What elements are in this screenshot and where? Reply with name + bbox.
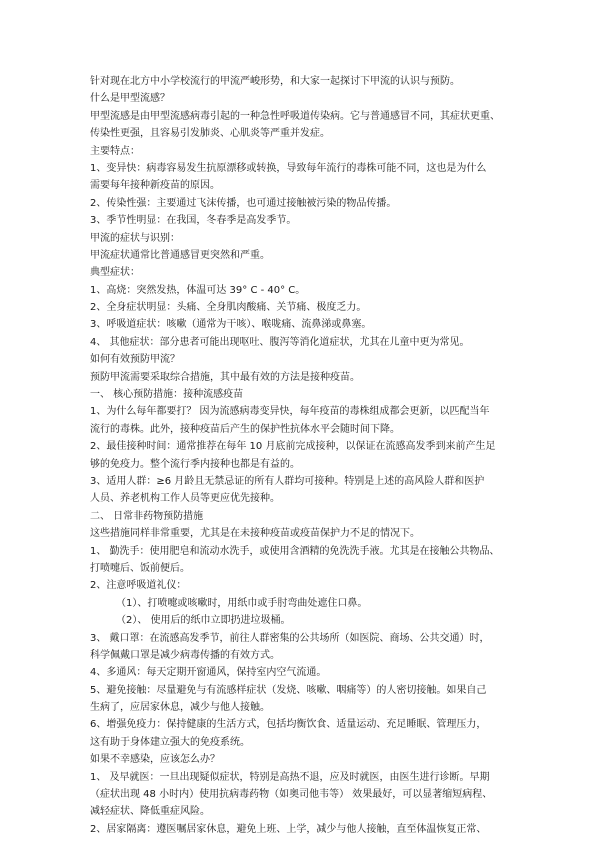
text-line: 3、适用人群：≥6 月龄且无禁忌证的所有人群均可接种。特别是上述的高风险人群和医护	[90, 475, 485, 487]
text-line: 2、居家隔离：遵医嘱居家休息，避免上班、上学，减少与他人接触，直至体温恢复正常、	[90, 823, 487, 835]
text-line: 甲型流感是由甲型流感病毒引起的一种急性呼吸道传染病。它与普通感冒不同，其症状更重、	[90, 110, 500, 122]
sub-item-line: （1）、打喷嚏或咳嗽时，用纸巾或手肘弯曲处遮住口鼻。	[116, 597, 368, 609]
heading-vaccination: 一、 核心预防措施：接种流感疫苗	[90, 389, 244, 401]
text-line: 4、 其他症状：部分患者可能出现呕吐、腹泻等消化道症状，尤其在儿童中更为常见。	[90, 336, 470, 348]
text-line: 1、变异快：病毒容易发生抗原漂移或转换，导致每年流行的毒株可能不同，这也是为什么	[90, 162, 487, 174]
text-line: 流行的毒株。此外，接种疫苗后产生的保护性抗体水平会随时间下降。	[90, 423, 400, 435]
text-line: 4、多通风：每天定期开窗通风，保持室内空气流通。	[90, 667, 327, 679]
text-line: 1、高烧：突然发热，体温可达 39° C - 40° C。	[90, 284, 306, 296]
text-line: 6、增强免疫力：保持健康的生活方式，包括均衡饮食、适量运动、充足睡眠、管理压力，	[90, 719, 487, 731]
text-line: 这些措施同样非常重要，尤其是在未接种疫苗或疫苗保护力不足的情况下。	[90, 528, 420, 540]
intro-line: 针对现在北方中小学校流行的甲流严峻形势，和大家一起探讨下甲流的认识与预防。	[90, 76, 460, 87]
text-line: 打喷嚏后、饭前便后。	[90, 562, 190, 574]
text-line: 1、 勤洗手：使用肥皂和流动水洗手，或使用含酒精的免洗洗手液。尤其是在接触公共物品、	[90, 545, 500, 557]
text-line: 科学佩戴口罩是减少病毒传播的有效方式。	[90, 649, 280, 661]
text-line: 1、为什么每年都要打？ 因为流感病毒变异快，每年疫苗的毒株组成都会更新，以匹配当年	[90, 406, 490, 418]
heading-typical-symptoms: 典型症状：	[90, 267, 140, 279]
text-line: 3、呼吸道症状：咳嗽（通常为干咳）、喉咙痛、流鼻涕或鼻塞。	[90, 319, 372, 331]
heading-non-drug-measures: 二、 日常非药物预防措施	[90, 510, 204, 522]
text-line: 需要每年接种新疫苗的原因。	[90, 180, 220, 192]
text-line: 甲流症状通常比普通感冒更突然和严重。	[90, 249, 270, 261]
heading-what-is-flu-a: 什么是甲型流感？	[90, 93, 170, 105]
text-line: 生病了，应居家休息，减少与他人接触。	[90, 702, 270, 714]
heading-main-features: 主要特点：	[90, 145, 140, 157]
text-line: 2、注意呼吸道礼仪：	[90, 580, 187, 592]
text-line: 3、季节性明显：在我国，冬春季是高发季节。	[90, 215, 297, 227]
heading-if-infected: 如果不幸感染，应该怎么办？	[90, 754, 220, 766]
text-line: 人员、养老机构工作人员等更应优先接种。	[90, 493, 280, 505]
text-line: 5、避免接触：尽量避免与有流感样症状（发烧、咳嗽、咽痛等）的人密切接触。如果自己	[90, 684, 487, 696]
document-body	[90, 73, 508, 838]
heading-prevention: 如何有效预防甲流？	[90, 354, 180, 366]
text-line: 2、最佳接种时间：通常推荐在每年 10 月底前完成接种，以保证在流感高发季到来前产生足	[90, 441, 496, 453]
text-line: （症状出现 48 小时内）使用抗病毒药物（如奥司他韦等） 效果最好，可以显著缩短病程、	[90, 789, 493, 801]
text-line: 这有助于身体建立强大的免疫系统。	[90, 736, 250, 748]
text-line: 1、 及早就医：一旦出现疑似症状，特别是高热不退，应及时就医，由医生进行诊断。早期	[90, 771, 490, 783]
text-line: 预防甲流需要采取综合措施，其中最有效的方法是接种疫苗。	[90, 371, 360, 383]
text-line: 减轻症状、降低重症风险。	[90, 806, 210, 818]
text-line: 2、传染性强：主要通过飞沫传播，也可通过接触被污染的物品传播。	[90, 197, 397, 209]
text-line: 3、 戴口罩：在流感高发季节，前往人群密集的公共场所（如医院、商场、公共交通）时，	[90, 632, 490, 644]
heading-symptoms: 甲流的症状与识别：	[90, 232, 180, 244]
sub-item-line: （2）、 使用后的纸巾立即扔进垃圾桶。	[116, 615, 291, 627]
text-line: 传染性更强，且容易引发肺炎、心肌炎等严重并发症。	[90, 128, 330, 140]
text-line: 2、全身症状明显：头痛、全身肌肉酸痛、关节痛、极度乏力。	[90, 302, 367, 314]
text-line: 够的免疫力。整个流行季内接种也都是有益的。	[90, 458, 300, 470]
